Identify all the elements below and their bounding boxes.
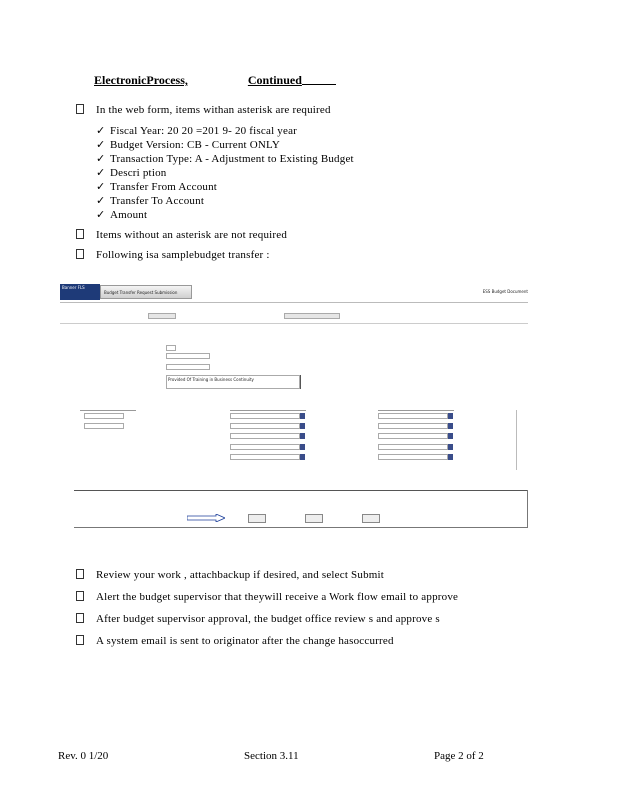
from-account-field (84, 423, 124, 429)
detail-field (166, 364, 210, 370)
amount-row (230, 423, 300, 429)
checklist-item: ✓ Transfer To Account (96, 194, 205, 207)
lookup-icon (448, 433, 453, 439)
bullet-box-icon (76, 249, 84, 259)
footer-rev: Rev. 0 1/20 (58, 750, 109, 762)
amount-row (378, 413, 448, 419)
divider (74, 490, 528, 491)
form-screenshot (60, 282, 528, 528)
bullet-box-icon (76, 229, 84, 239)
bullet-item: A system email is sent to originator after the change hasoccurred (76, 635, 394, 647)
checklist-item: ✓ Descri ption (96, 166, 167, 179)
divider (527, 490, 528, 528)
bullet-box-icon (76, 591, 84, 601)
lookup-icon (448, 423, 453, 429)
form-button[interactable] (305, 514, 323, 523)
divider (300, 375, 301, 389)
checklist-item: ✓ Amount (96, 208, 148, 221)
bullet-box-icon (76, 569, 84, 579)
amount-row (378, 433, 448, 439)
bullet-item: Alert the budget supervisor that theywill receive a Work flow email to approve (76, 591, 458, 603)
lookup-icon (300, 444, 305, 450)
arrow-right-icon (187, 514, 225, 522)
checklist-item: ✓ Budget Version: CB - Current ONLY (96, 138, 280, 151)
lookup-icon (300, 423, 305, 429)
bullet-box-icon (76, 635, 84, 645)
amount-row (378, 423, 448, 429)
bullet-item: Review your work , attachbackup if desired, and select Submit (76, 569, 384, 581)
amount-row (378, 444, 448, 450)
divider (60, 302, 528, 303)
checklist-item: ✓ Transaction Type: A - Adjustment to Existing Budget (96, 152, 354, 165)
lookup-icon (300, 433, 305, 439)
amount-row (230, 454, 300, 460)
heading-title: ElectronicProcess, (94, 73, 188, 87)
fiscal-year-field (148, 313, 176, 319)
amount-row (230, 413, 300, 419)
divider (516, 410, 517, 470)
form-top-right-text: ESS Budget Document (482, 289, 528, 294)
amount-row (230, 433, 300, 439)
checkmark-icon: ✓ (96, 194, 106, 207)
from-account-field (84, 413, 124, 419)
lookup-icon (448, 444, 453, 450)
bullet-box-icon (76, 613, 84, 623)
lookup-icon (300, 413, 305, 419)
checkmark-icon: ✓ (96, 138, 106, 151)
checkmark-icon: ✓ (96, 208, 106, 221)
form-button[interactable] (362, 514, 380, 523)
footer-page: Page 2 of 2 (434, 750, 484, 762)
heading-continued: Continued (247, 73, 302, 87)
bullet-item: After budget supervisor approval, the budget office review s and approve s (76, 613, 440, 625)
divider (378, 410, 454, 411)
divider (80, 410, 136, 411)
lookup-icon (300, 454, 305, 460)
amount-row (230, 444, 300, 450)
divider (230, 410, 306, 411)
bullet-item: In the web form, items withan asterisk are required (76, 104, 331, 116)
checkmark-icon: ✓ (96, 166, 106, 179)
bullet-box-icon (76, 104, 84, 114)
banner-logo: Banner FLS (60, 284, 100, 300)
description-value: Provided Of Training in Business Continuity (168, 377, 254, 382)
bullet-item: Following isa samplebudget transfer : (76, 249, 270, 261)
checkmark-icon: ✓ (96, 152, 106, 165)
checklist-item: ✓ Fiscal Year: 20 20 =201 9- 20 fiscal year (96, 124, 298, 137)
detail-field (166, 345, 176, 351)
detail-field (166, 353, 210, 359)
version-field (284, 313, 340, 319)
bullet-item: Items without an asterisk are not required (76, 229, 287, 241)
lookup-icon (448, 413, 453, 419)
checkmark-icon: ✓ (96, 180, 106, 193)
divider (60, 323, 528, 324)
form-topbar (60, 282, 528, 302)
page-heading (94, 73, 336, 88)
lookup-icon (448, 454, 453, 460)
checklist-item: ✓ Transfer From Account (96, 180, 218, 193)
submit-button[interactable] (248, 514, 266, 523)
form-tab: Budget Transfer Request Submission (100, 285, 192, 299)
footer-section: Section 3.11 (244, 750, 299, 762)
divider (74, 527, 528, 528)
checkmark-icon: ✓ (96, 124, 106, 137)
amount-row (378, 454, 448, 460)
